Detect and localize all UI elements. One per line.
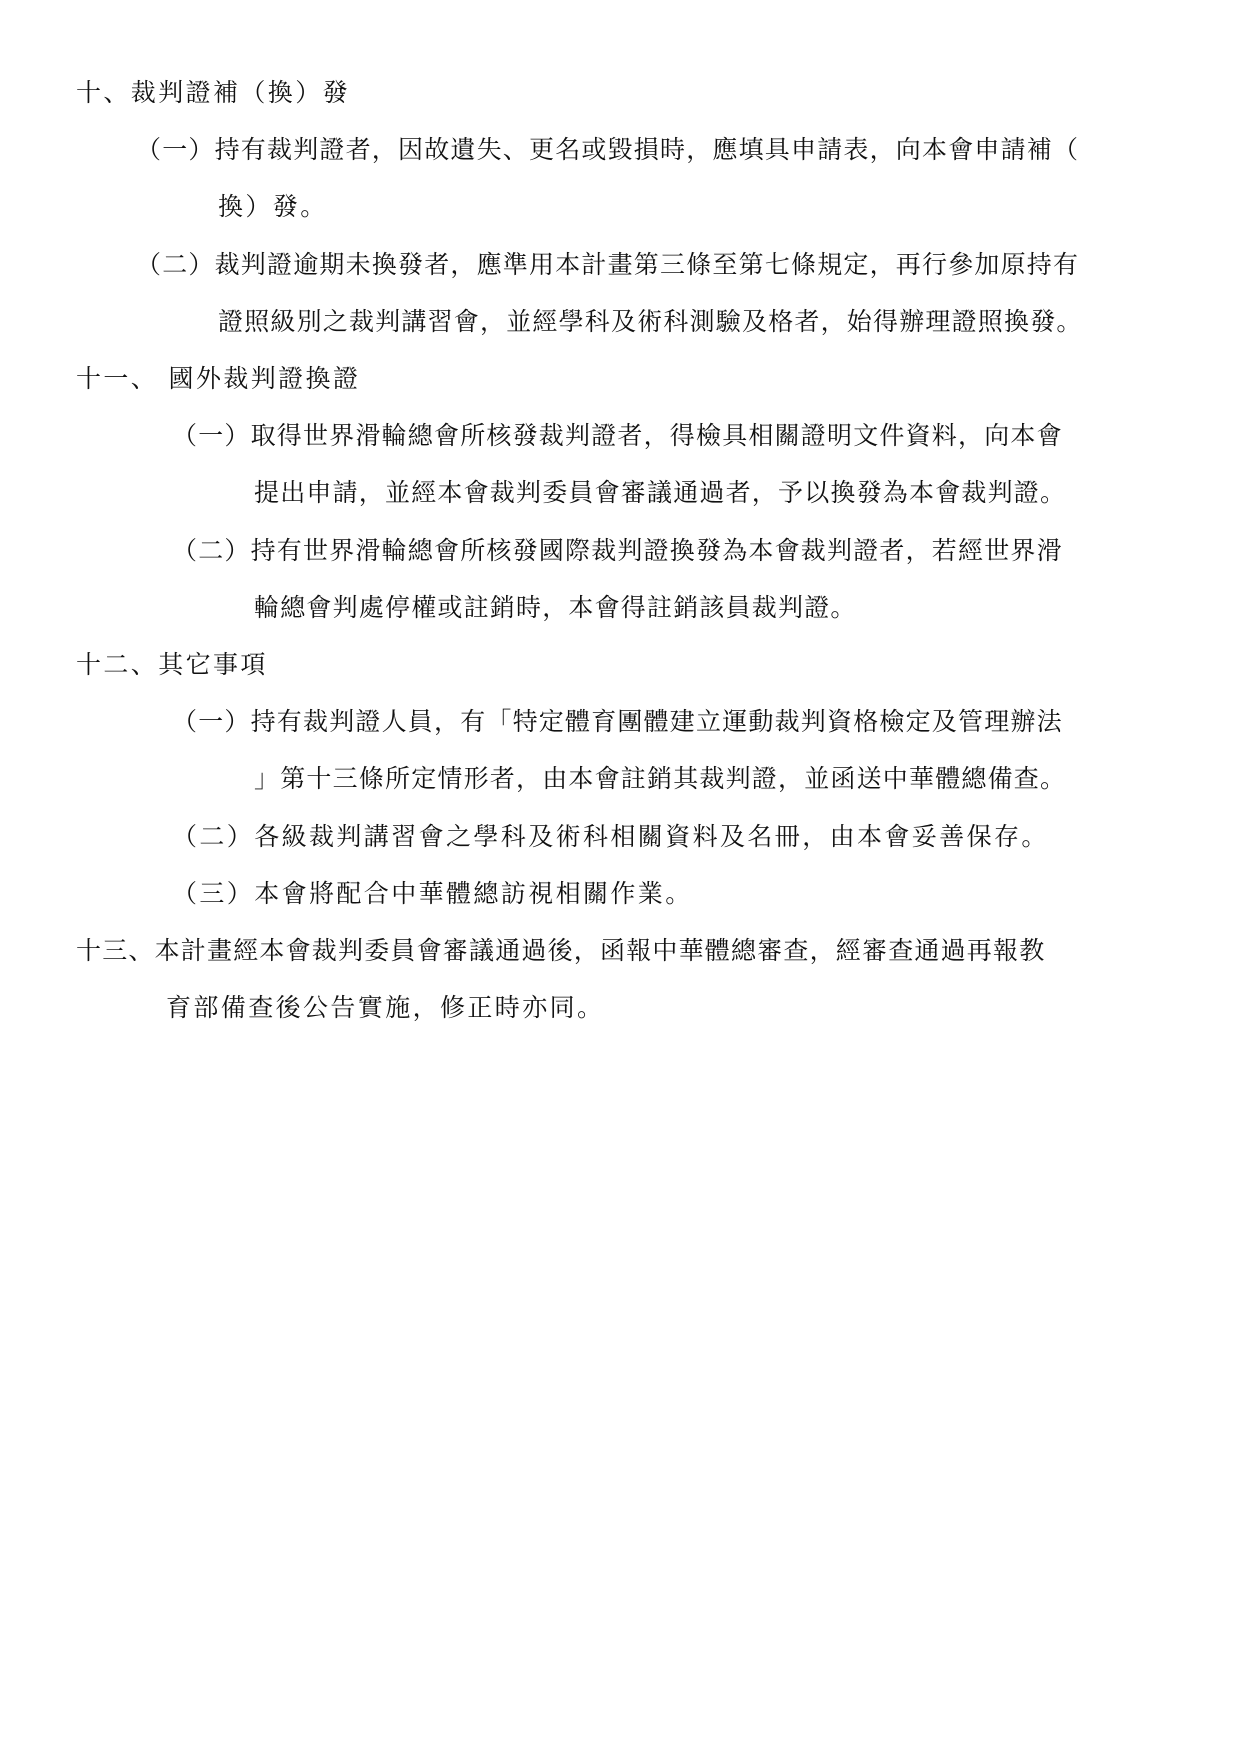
section-13-continuation: 育部備查後公告實施，修正時亦同。	[166, 993, 605, 1022]
section-10-item-2-line-1: （二）裁判證逾期未換發者，應準用本計畫第三條至第七條規定，再行參加原持有	[136, 250, 1080, 279]
section-11-item-1-line-2: 提出申請，並經本會裁判委員會審議通過者，予以換發為本會裁判證。	[254, 478, 1067, 507]
section-10-item-1-line-2: 換）發。	[218, 192, 328, 221]
section-12-item-2-line-1: （二）各級裁判講習會之學科及術科相關資料及名冊，由本會妥善保存。	[172, 822, 1049, 851]
section-12-item-1-line-1: （一）持有裁判證人員，有「特定體育團體建立運動裁判資格檢定及管理辦法	[172, 707, 1063, 736]
section-13-heading: 十三、本計畫經本會裁判委員會審議通過後，函報中華體總審查，經審查通過再報教	[76, 936, 1046, 965]
section-11-heading: 十一、 國外裁判證換證	[76, 364, 361, 393]
section-11-item-2-line-2: 輪總會判處停權或註銷時，本會得註銷該員裁判證。	[254, 593, 857, 622]
section-12-heading: 十二、其它事項	[76, 650, 268, 679]
section-11-item-2-line-1: （二）持有世界滑輪總會所核發國際裁判證換發為本會裁判證者，若經世界滑	[172, 536, 1063, 565]
section-11-item-1-line-1: （一）取得世界滑輪總會所核發裁判證者，得檢具相關證明文件資料，向本會	[172, 421, 1063, 450]
section-10-heading: 十、裁判證補（換）發	[76, 78, 351, 107]
section-12-item-3-line-1: （三）本會將配合中華體總訪視相關作業。	[172, 879, 693, 908]
section-12-item-1-line-2: 」第十三條所定情形者，由本會註銷其裁判證，並函送中華體總備查。	[254, 764, 1067, 793]
section-10-item-1-line-1: （一）持有裁判證者，因故遺失、更名或毀損時，應填具申請表，向本會申請補（	[136, 135, 1080, 164]
section-10-item-2-line-2: 證照級別之裁判講習會，並經學科及術科測驗及格者，始得辦理證照換發。	[218, 307, 1083, 336]
